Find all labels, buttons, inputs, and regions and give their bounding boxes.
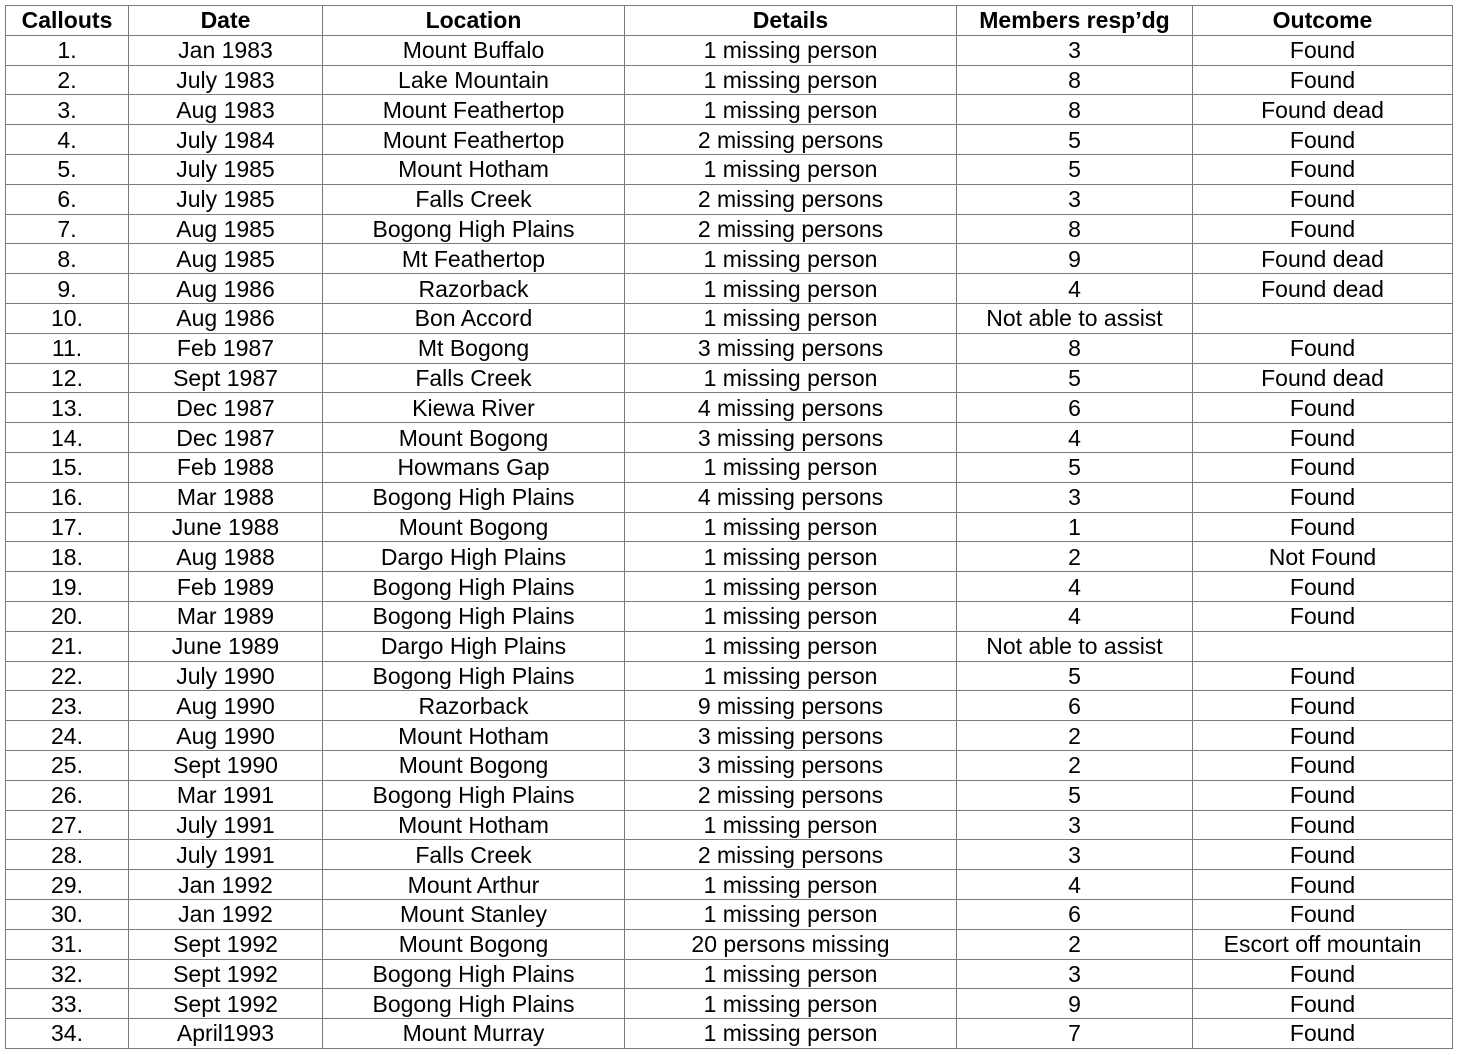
location-cell: Mt Bogong — [323, 333, 625, 363]
members-cell: 4 — [957, 870, 1193, 900]
outcome-cell: Found — [1193, 899, 1453, 929]
outcome-cell: Found — [1193, 35, 1453, 65]
table-row — [6, 363, 1453, 393]
table-row — [6, 870, 1453, 900]
location-cell: Bogong High Plains — [323, 601, 625, 631]
table-row — [6, 631, 1453, 661]
details-cell: 2 missing persons — [625, 840, 957, 870]
callout-number-cell: 24. — [6, 721, 129, 751]
callout-number-cell: 23. — [6, 691, 129, 721]
callout-number-cell: 3. — [6, 95, 129, 125]
members-cell: 5 — [957, 661, 1193, 691]
table-row — [6, 274, 1453, 304]
location-cell: Razorback — [323, 691, 625, 721]
callout-number-cell: 7. — [6, 214, 129, 244]
table-row — [6, 184, 1453, 214]
members-cell: 5 — [957, 154, 1193, 184]
location-cell: Falls Creek — [323, 363, 625, 393]
callout-number-cell: 20. — [6, 601, 129, 631]
date-cell: Aug 1985 — [129, 214, 323, 244]
date-cell: Sept 1992 — [129, 929, 323, 959]
date-cell: Feb 1989 — [129, 572, 323, 602]
date-cell: Aug 1990 — [129, 691, 323, 721]
header-outcome: Outcome — [1193, 6, 1453, 36]
callout-number-cell: 26. — [6, 780, 129, 810]
callout-number-cell: 13. — [6, 393, 129, 423]
location-cell: Bogong High Plains — [323, 959, 625, 989]
callout-number-cell: 14. — [6, 423, 129, 453]
table-row — [6, 572, 1453, 602]
date-cell: July 1990 — [129, 661, 323, 691]
details-cell: 1 missing person — [625, 274, 957, 304]
table-row — [6, 95, 1453, 125]
members-cell: 3 — [957, 184, 1193, 214]
outcome-cell: Found — [1193, 721, 1453, 751]
members-cell: 2 — [957, 929, 1193, 959]
date-cell: Jan 1992 — [129, 870, 323, 900]
outcome-cell: Found dead — [1193, 95, 1453, 125]
date-cell: Aug 1990 — [129, 721, 323, 751]
date-cell: Mar 1988 — [129, 482, 323, 512]
location-cell: Mount Murray — [323, 1019, 625, 1049]
date-cell: June 1989 — [129, 631, 323, 661]
callout-number-cell: 2. — [6, 65, 129, 95]
date-cell: Mar 1991 — [129, 780, 323, 810]
members-cell: 8 — [957, 95, 1193, 125]
location-cell: Mount Feathertop — [323, 95, 625, 125]
callout-number-cell: 21. — [6, 631, 129, 661]
details-cell: 1 missing person — [625, 65, 957, 95]
callout-number-cell: 11. — [6, 333, 129, 363]
details-cell: 1 missing person — [625, 303, 957, 333]
details-cell: 4 missing persons — [625, 393, 957, 423]
outcome-cell: Not Found — [1193, 542, 1453, 572]
location-cell: Mount Bogong — [323, 512, 625, 542]
location-cell: Kiewa River — [323, 393, 625, 423]
outcome-cell: Found — [1193, 780, 1453, 810]
members-cell: 3 — [957, 959, 1193, 989]
members-cell: 9 — [957, 244, 1193, 274]
callout-number-cell: 29. — [6, 870, 129, 900]
details-cell: 3 missing persons — [625, 750, 957, 780]
callout-number-cell: 27. — [6, 810, 129, 840]
table-row — [6, 780, 1453, 810]
table-row — [6, 989, 1453, 1019]
details-cell: 1 missing person — [625, 959, 957, 989]
table-row — [6, 452, 1453, 482]
outcome-cell: Found — [1193, 601, 1453, 631]
location-cell: Bogong High Plains — [323, 482, 625, 512]
outcome-cell: Found — [1193, 750, 1453, 780]
date-cell: July 1985 — [129, 154, 323, 184]
outcome-cell: Found — [1193, 482, 1453, 512]
callout-number-cell: 16. — [6, 482, 129, 512]
date-cell: Jan 1983 — [129, 35, 323, 65]
location-cell: Bogong High Plains — [323, 780, 625, 810]
date-cell: July 1991 — [129, 810, 323, 840]
details-cell: 20 persons missing — [625, 929, 957, 959]
location-cell: Mount Bogong — [323, 929, 625, 959]
location-cell: Mount Arthur — [323, 870, 625, 900]
details-cell: 9 missing persons — [625, 691, 957, 721]
location-cell: Razorback — [323, 274, 625, 304]
members-cell: 4 — [957, 601, 1193, 631]
members-cell: Not able to assist — [957, 303, 1193, 333]
outcome-cell: Found — [1193, 125, 1453, 155]
details-cell: 3 missing persons — [625, 721, 957, 751]
location-cell: Mount Hotham — [323, 810, 625, 840]
details-cell: 2 missing persons — [625, 780, 957, 810]
details-cell: 1 missing person — [625, 244, 957, 274]
table-row — [6, 303, 1453, 333]
date-cell: Sept 1990 — [129, 750, 323, 780]
outcome-cell: Found — [1193, 572, 1453, 602]
location-cell: Dargo High Plains — [323, 542, 625, 572]
table-row — [6, 691, 1453, 721]
header-callouts: Callouts — [6, 6, 129, 36]
details-cell: 1 missing person — [625, 810, 957, 840]
members-cell: 3 — [957, 810, 1193, 840]
details-cell: 1 missing person — [625, 631, 957, 661]
members-cell: 8 — [957, 214, 1193, 244]
table-row — [6, 542, 1453, 572]
date-cell: Sept 1992 — [129, 959, 323, 989]
details-cell: 1 missing person — [625, 601, 957, 631]
outcome-cell: Found — [1193, 65, 1453, 95]
callout-number-cell: 12. — [6, 363, 129, 393]
details-cell: 1 missing person — [625, 154, 957, 184]
outcome-cell: Found — [1193, 154, 1453, 184]
outcome-cell: Found — [1193, 214, 1453, 244]
details-cell: 1 missing person — [625, 542, 957, 572]
date-cell: April1993 — [129, 1019, 323, 1049]
callout-number-cell: 31. — [6, 929, 129, 959]
details-cell: 2 missing persons — [625, 214, 957, 244]
date-cell: Feb 1988 — [129, 452, 323, 482]
members-cell: Not able to assist — [957, 631, 1193, 661]
callout-number-cell: 32. — [6, 959, 129, 989]
outcome-cell: Found — [1193, 840, 1453, 870]
outcome-cell: Found — [1193, 1019, 1453, 1049]
details-cell: 3 missing persons — [625, 333, 957, 363]
details-cell: 1 missing person — [625, 572, 957, 602]
members-cell: 5 — [957, 363, 1193, 393]
outcome-cell: Found — [1193, 810, 1453, 840]
members-cell: 6 — [957, 691, 1193, 721]
members-cell: 1 — [957, 512, 1193, 542]
members-cell: 2 — [957, 542, 1193, 572]
details-cell: 1 missing person — [625, 899, 957, 929]
date-cell: Aug 1986 — [129, 303, 323, 333]
location-cell: Mount Stanley — [323, 899, 625, 929]
callout-number-cell: 17. — [6, 512, 129, 542]
header-members-responding: Members resp’dg — [957, 6, 1193, 36]
location-cell: Mount Hotham — [323, 721, 625, 751]
table-row — [6, 512, 1453, 542]
members-cell: 3 — [957, 482, 1193, 512]
table-row — [6, 125, 1453, 155]
outcome-cell: Found dead — [1193, 274, 1453, 304]
members-cell: 4 — [957, 274, 1193, 304]
table-body — [6, 35, 1453, 1048]
table-row — [6, 154, 1453, 184]
location-cell: Bogong High Plains — [323, 214, 625, 244]
members-cell: 7 — [957, 1019, 1193, 1049]
details-cell: 2 missing persons — [625, 125, 957, 155]
header-row — [6, 6, 1453, 36]
table-row — [6, 244, 1453, 274]
members-cell: 5 — [957, 780, 1193, 810]
callout-number-cell: 18. — [6, 542, 129, 572]
location-cell: Bon Accord — [323, 303, 625, 333]
location-cell: Falls Creek — [323, 840, 625, 870]
callout-number-cell: 28. — [6, 840, 129, 870]
details-cell: 3 missing persons — [625, 423, 957, 453]
table-row — [6, 840, 1453, 870]
callout-number-cell: 33. — [6, 989, 129, 1019]
outcome-cell: Found — [1193, 870, 1453, 900]
members-cell: 8 — [957, 333, 1193, 363]
callout-number-cell: 22. — [6, 661, 129, 691]
callout-number-cell: 5. — [6, 154, 129, 184]
details-cell: 1 missing person — [625, 95, 957, 125]
table-row — [6, 750, 1453, 780]
date-cell: Aug 1983 — [129, 95, 323, 125]
table-row — [6, 482, 1453, 512]
details-cell: 1 missing person — [625, 661, 957, 691]
callout-number-cell: 19. — [6, 572, 129, 602]
callout-number-cell: 6. — [6, 184, 129, 214]
location-cell: Mt Feathertop — [323, 244, 625, 274]
date-cell: July 1984 — [129, 125, 323, 155]
table-row — [6, 929, 1453, 959]
location-cell: Bogong High Plains — [323, 661, 625, 691]
callout-number-cell: 15. — [6, 452, 129, 482]
details-cell: 1 missing person — [625, 363, 957, 393]
date-cell: July 1983 — [129, 65, 323, 95]
details-cell: 1 missing person — [625, 512, 957, 542]
table-row — [6, 65, 1453, 95]
header-date: Date — [129, 6, 323, 36]
callout-number-cell: 9. — [6, 274, 129, 304]
callout-number-cell: 25. — [6, 750, 129, 780]
callout-number-cell: 34. — [6, 1019, 129, 1049]
date-cell: Feb 1987 — [129, 333, 323, 363]
header-location: Location — [323, 6, 625, 36]
location-cell: Lake Mountain — [323, 65, 625, 95]
outcome-cell: Found dead — [1193, 363, 1453, 393]
details-cell: 1 missing person — [625, 35, 957, 65]
table-row — [6, 214, 1453, 244]
callout-number-cell: 8. — [6, 244, 129, 274]
table-row — [6, 333, 1453, 363]
members-cell: 4 — [957, 572, 1193, 602]
members-cell: 6 — [957, 899, 1193, 929]
table-row — [6, 601, 1453, 631]
table-row — [6, 810, 1453, 840]
members-cell: 9 — [957, 989, 1193, 1019]
outcome-cell: Escort off mountain — [1193, 929, 1453, 959]
date-cell: July 1985 — [129, 184, 323, 214]
outcome-cell: Found — [1193, 452, 1453, 482]
details-cell: 1 missing person — [625, 870, 957, 900]
members-cell: 5 — [957, 125, 1193, 155]
date-cell: Jan 1992 — [129, 899, 323, 929]
location-cell: Mount Bogong — [323, 750, 625, 780]
location-cell: Falls Creek — [323, 184, 625, 214]
date-cell: Sept 1987 — [129, 363, 323, 393]
members-cell: 6 — [957, 393, 1193, 423]
location-cell: Dargo High Plains — [323, 631, 625, 661]
location-cell: Bogong High Plains — [323, 989, 625, 1019]
table-row — [6, 899, 1453, 929]
location-cell: Mount Bogong — [323, 423, 625, 453]
date-cell: Aug 1988 — [129, 542, 323, 572]
location-cell: Bogong High Plains — [323, 572, 625, 602]
details-cell: 4 missing persons — [625, 482, 957, 512]
outcome-cell: Found — [1193, 959, 1453, 989]
members-cell: 2 — [957, 750, 1193, 780]
details-cell: 1 missing person — [625, 989, 957, 1019]
callout-number-cell: 4. — [6, 125, 129, 155]
outcome-cell: Found — [1193, 661, 1453, 691]
outcome-cell — [1193, 303, 1453, 333]
table-row — [6, 393, 1453, 423]
outcome-cell: Found dead — [1193, 244, 1453, 274]
date-cell: Aug 1986 — [129, 274, 323, 304]
details-cell: 2 missing persons — [625, 184, 957, 214]
members-cell: 3 — [957, 35, 1193, 65]
members-cell: 4 — [957, 423, 1193, 453]
members-cell: 3 — [957, 840, 1193, 870]
location-cell: Mount Hotham — [323, 154, 625, 184]
date-cell: July 1991 — [129, 840, 323, 870]
members-cell: 5 — [957, 452, 1193, 482]
members-cell: 8 — [957, 65, 1193, 95]
table-row — [6, 423, 1453, 453]
date-cell: June 1988 — [129, 512, 323, 542]
callout-number-cell: 1. — [6, 35, 129, 65]
date-cell: Dec 1987 — [129, 393, 323, 423]
table-row — [6, 721, 1453, 751]
callout-number-cell: 10. — [6, 303, 129, 333]
date-cell: Sept 1992 — [129, 989, 323, 1019]
table-row — [6, 661, 1453, 691]
table-row — [6, 959, 1453, 989]
outcome-cell: Found — [1193, 393, 1453, 423]
location-cell: Howmans Gap — [323, 452, 625, 482]
header-details: Details — [625, 6, 957, 36]
location-cell: Mount Buffalo — [323, 35, 625, 65]
outcome-cell: Found — [1193, 512, 1453, 542]
members-cell: 2 — [957, 721, 1193, 751]
outcome-cell: Found — [1193, 333, 1453, 363]
location-cell: Mount Feathertop — [323, 125, 625, 155]
outcome-cell — [1193, 631, 1453, 661]
details-cell: 1 missing person — [625, 452, 957, 482]
date-cell: Dec 1987 — [129, 423, 323, 453]
outcome-cell: Found — [1193, 184, 1453, 214]
details-cell: 1 missing person — [625, 1019, 957, 1049]
outcome-cell: Found — [1193, 691, 1453, 721]
table-row — [6, 35, 1453, 65]
outcome-cell: Found — [1193, 423, 1453, 453]
date-cell: Mar 1989 — [129, 601, 323, 631]
callouts-table — [5, 5, 1453, 1049]
callout-number-cell: 30. — [6, 899, 129, 929]
date-cell: Aug 1985 — [129, 244, 323, 274]
outcome-cell: Found — [1193, 989, 1453, 1019]
table-row — [6, 1019, 1453, 1049]
